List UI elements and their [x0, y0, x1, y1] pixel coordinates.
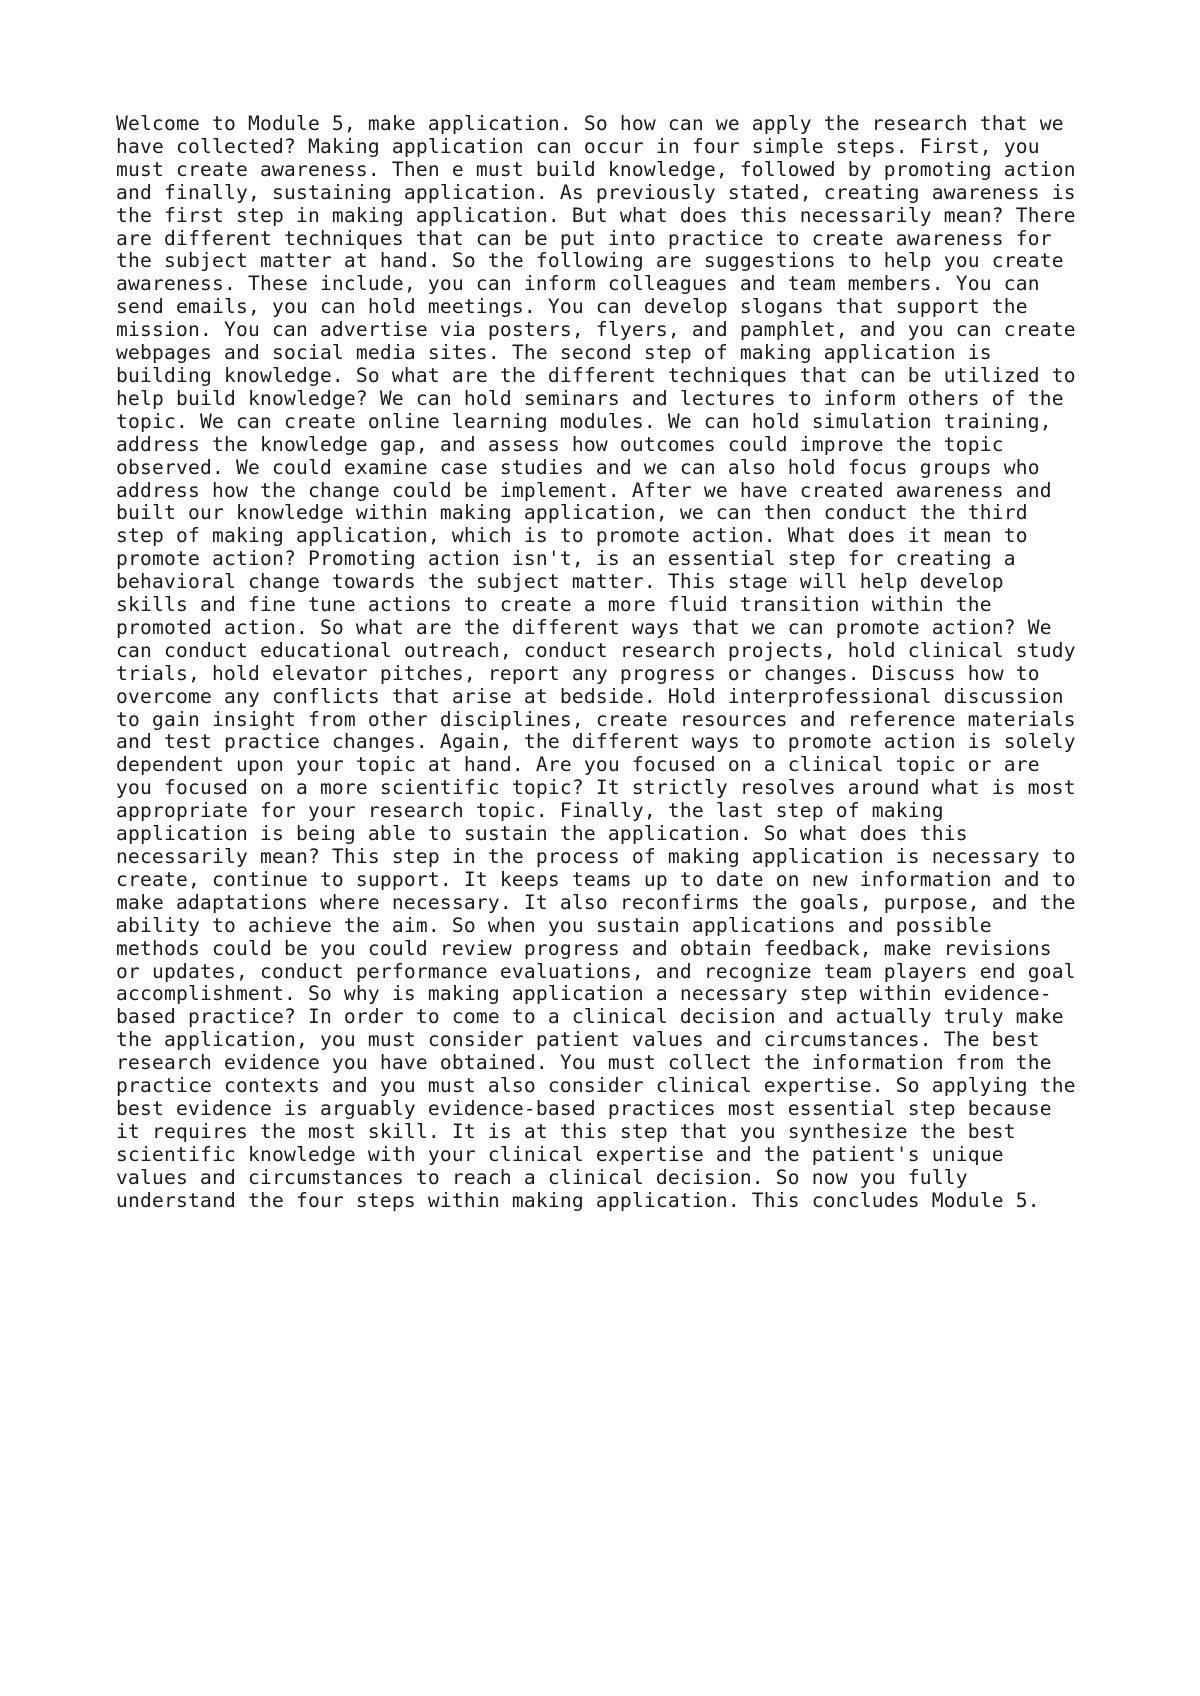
transcript-line: the first step in making application. But what does this necessarily mean? There: [116, 203, 1076, 227]
transcript-line: values and circumstances to reach a clinical decision. So now you fully: [116, 1165, 968, 1189]
transcript-line: awareness. These include, you can inform colleagues and team members. You can: [116, 272, 1040, 296]
transcript-line: trials, hold elevator pitches, report any progress or changes. Discuss how to: [116, 661, 1040, 685]
transcript-line: skills and fine tune actions to create a more fluid transition within the: [116, 593, 992, 617]
transcript-line: topic. We can create online learning modules. We can hold simulation training,: [116, 409, 1052, 433]
transcript-line: you focused on a more scientific topic? It strictly resolves around what is most: [116, 776, 1076, 800]
transcript-line: promote action? Promoting action isn't, is an essential step for creating a: [116, 547, 1016, 571]
transcript-line: create, continue to support. It keeps teams up to date on new information and to: [116, 867, 1076, 891]
transcript-line: have collected? Making application can occur in four simple steps. First, you: [116, 134, 1040, 158]
transcript-line: make adaptations where necessary. It also reconfirms the goals, purpose, and the: [116, 890, 1076, 914]
transcript-line: best evidence is arguably evidence-based practices most essential step because: [116, 1096, 1052, 1120]
transcript-line: to gain insight from other disciplines, create resources and reference materials: [116, 707, 1076, 731]
transcript-line: Welcome to Module 5, make application. So how can we apply the research that we: [116, 112, 1064, 135]
transcript-line: and finally, sustaining application. As previously stated, creating awareness is: [116, 180, 1076, 204]
transcript-line: are different techniques that can be put into practice to create awareness for: [116, 226, 1052, 250]
transcript-line: step of making application, which is to promote action. What does it mean to: [116, 524, 1028, 548]
transcript-line: promoted action. So what are the different ways that we can promote action? We: [116, 615, 1052, 639]
transcript-line: methods could be you could review progress and obtain feedback, make revisions: [116, 936, 1052, 960]
transcript-line: practice contexts and you must also consider clinical expertise. So applying the: [116, 1074, 1076, 1098]
transcript-line: appropriate for your research topic. Finally, the last step of making: [116, 799, 944, 823]
transcript-line: the application, you must consider patient values and circumstances. The best: [116, 1028, 1040, 1052]
transcript-line: based practice? In order to come to a clinical decision and actually truly make: [116, 1005, 1064, 1029]
transcript-text-block: [116, 113, 1096, 1213]
transcript-line: must create awareness. Then e must build knowledge, followed by promoting action: [116, 157, 1076, 181]
transcript-line: built our knowledge within making application, we can then conduct the third: [116, 501, 1028, 525]
transcript-line: observed. We could examine case studies and we can also hold focus groups who: [116, 455, 1040, 479]
transcript-line: mission. You can advertise via posters, flyers, and pamphlet, and you can create: [116, 318, 1076, 342]
transcript-line: accomplishment. So why is making application a necessary step within evidence-: [116, 982, 1052, 1006]
transcript-line: webpages and social media sites. The second step of making application is: [116, 341, 992, 365]
transcript-line: research evidence you have obtained. You must collect the information from the: [116, 1051, 1052, 1075]
transcript-line: ability to achieve the aim. So when you sustain applications and possible: [116, 913, 992, 937]
transcript-line: behavioral change towards the subject matter. This stage will help develop: [116, 570, 1004, 594]
transcript-line: address how the change could be implement. After we have created awareness and: [116, 478, 1052, 502]
transcript-line: building knowledge. So what are the different techniques that can be utilized to: [116, 363, 1076, 387]
transcript-line: dependent upon your topic at hand. Are you focused on a clinical topic or are: [116, 753, 1040, 777]
transcript-line: the subject matter at hand. So the following are suggestions to help you create: [116, 249, 1064, 273]
transcript-line: application is being able to sustain the application. So what does this: [116, 822, 968, 846]
transcript-line: send emails, you can hold meetings. You can develop slogans that support the: [116, 295, 1028, 319]
transcript-line: help build knowledge? We can hold seminars and lectures to inform others of the: [116, 386, 1064, 410]
transcript-line: and test practice changes. Again, the different ways to promote action is solely: [116, 730, 1076, 754]
transcript-line: it requires the most skill. It is at this step that you synthesize the best: [116, 1119, 1016, 1143]
transcript-line: can conduct educational outreach, conduct research projects, hold clinical study: [116, 638, 1076, 662]
transcript-line: necessarily mean? This step in the process of making application is necessary to: [116, 845, 1076, 868]
transcript-line: scientific knowledge with your clinical expertise and the patient's unique: [116, 1142, 1004, 1166]
transcript-line: overcome any conflicts that arise at bedside. Hold interprofessional discussion: [116, 684, 1064, 708]
transcript-line: understand the four steps within making application. This concludes Module 5.: [116, 1188, 1040, 1212]
transcript-line: address the knowledge gap, and assess how outcomes could improve the topic: [116, 432, 1004, 456]
transcript-line: or updates, conduct performance evaluations, and recognize team players end goal: [116, 959, 1076, 983]
